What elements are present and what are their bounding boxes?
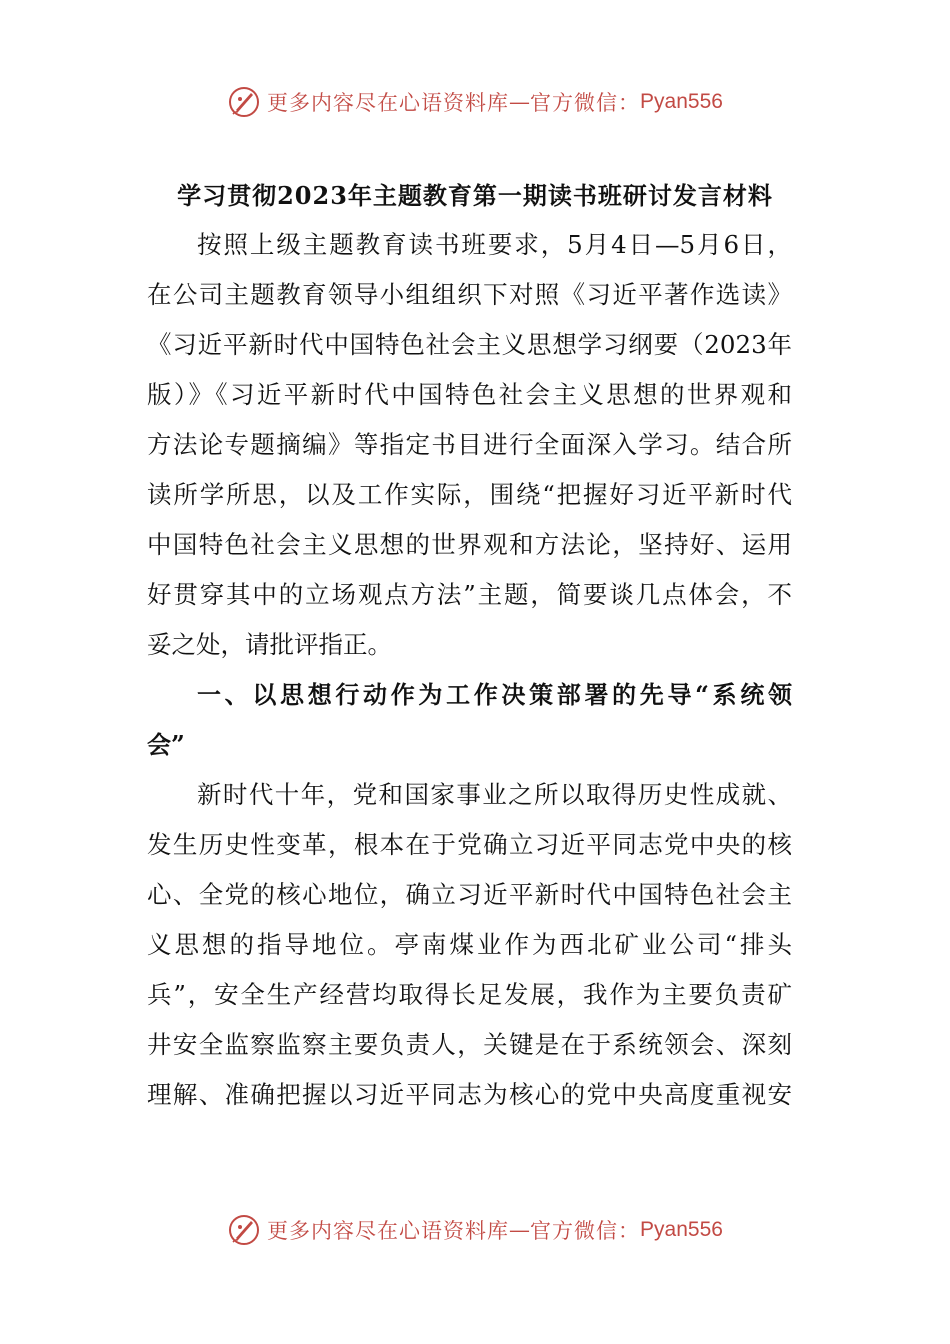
paragraph-line: 方法论专题摘编》等指定书目进行全面深入学习。结合所 <box>147 430 792 459</box>
banner-wechat-id: Pyan556 <box>640 90 723 113</box>
heading-line: 会” <box>147 730 185 759</box>
paragraph-line: 新时代十年，党和国家事业之所以取得历史性成就、 <box>197 780 792 809</box>
paragraph-line: 版）》《习近平新时代中国特色社会主义思想的世界观和 <box>147 380 792 409</box>
banner-label: 官方微信： <box>530 1219 641 1243</box>
paragraph-line: 理解、准确把握以习近平同志为核心的党中央高度重视安 <box>147 1080 792 1109</box>
banner-text: 更多内容尽在心语资料库 <box>267 1219 510 1243</box>
paragraph-line: 心、全党的核心地位，确立习近平新时代中国特色社会主 <box>147 880 792 909</box>
paragraph-line: 中国特色社会主义思想的世界观和方法论，坚持好、运用 <box>147 530 792 559</box>
quill-pen-logo-icon <box>227 1213 261 1247</box>
heading-line: 一、以思想行动作为工作决策部署的先导“系统领 <box>197 680 792 709</box>
paragraph-line: 兵”，安全生产经营均取得长足发展，我作为主要负责矿 <box>147 980 792 1009</box>
header-banner <box>0 82 950 122</box>
paragraph-line: 妥之处，请批评指正。 <box>147 630 392 659</box>
paragraph-line: 在公司主题教育领导小组组织下对照《习近平著作选读》 <box>147 280 792 309</box>
paragraph-line: 义思想的指导地位。亭南煤业作为西北矿业公司“排头 <box>147 930 792 959</box>
banner-separator: — <box>509 90 531 114</box>
banner-separator: — <box>509 1218 531 1242</box>
paragraph-line: 《习近平新时代中国特色社会主义思想学习纲要（2023年 <box>147 330 792 359</box>
banner-text: 更多内容尽在心语资料库 <box>267 91 510 115</box>
paragraph-line: 按照上级主题教育读书班要求，5月4日—5月6日， <box>197 230 792 259</box>
banner-wechat-id: Pyan556 <box>640 1218 723 1241</box>
paragraph-line: 好贯穿其中的立场观点方法”主题，简要谈几点体会，不 <box>147 580 792 609</box>
paragraph-line: 井安全监察监察主要负责人，关键是在于系统领会、深刻 <box>147 1030 792 1059</box>
paragraph-line: 发生历史性变革，根本在于党确立习近平同志党中央的核 <box>147 830 792 859</box>
document-title: 学习贯彻2023年主题教育第一期读书班研讨发言材料 <box>177 181 773 210</box>
quill-pen-logo-icon <box>227 85 261 119</box>
footer-banner <box>0 1210 950 1250</box>
paragraph-line: 读所学所思，以及工作实际，围绕“把握好习近平新时代 <box>147 480 792 509</box>
banner-label: 官方微信： <box>530 91 641 115</box>
